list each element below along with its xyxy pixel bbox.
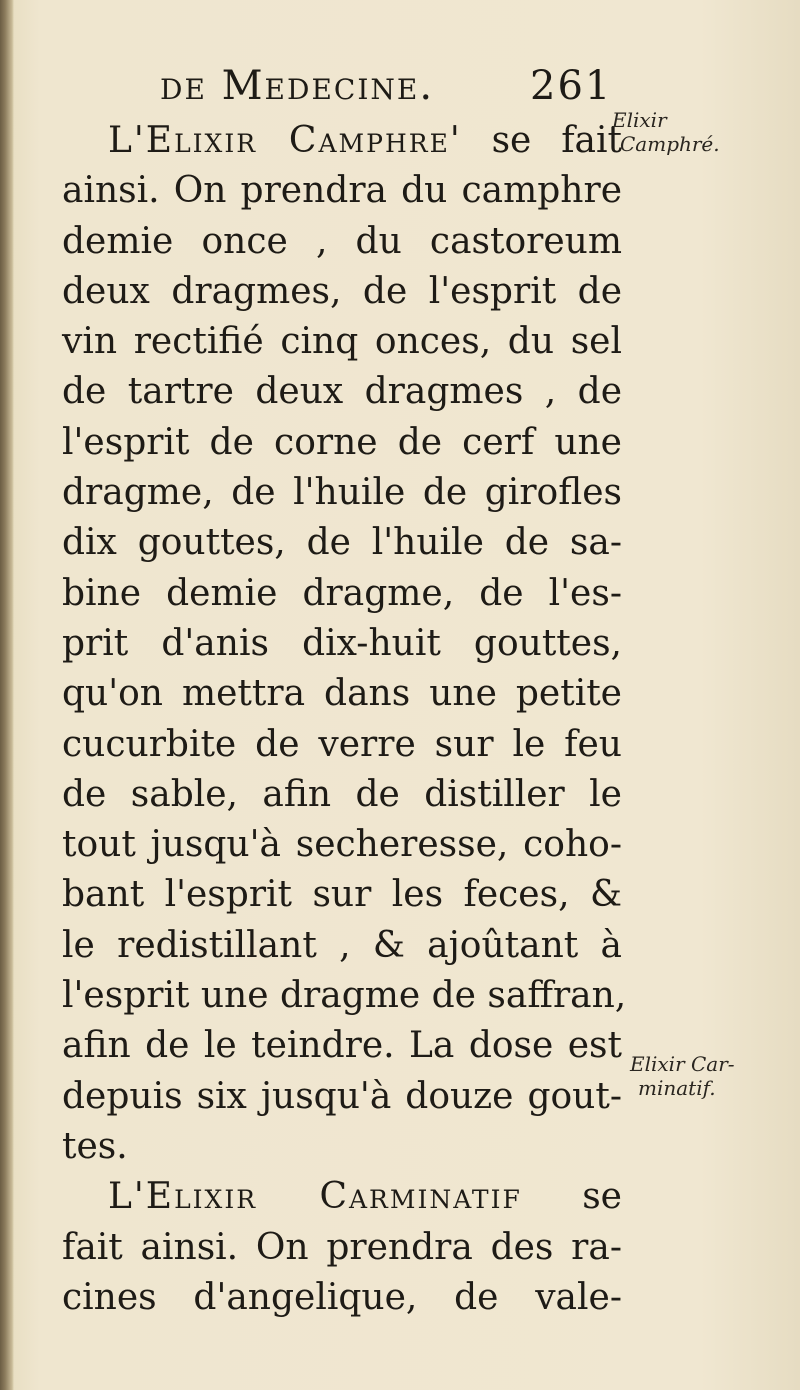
text-line: ainsi. On prendra du camphre [62,170,622,212]
text-line: qu'on mettra dans une petite [62,673,622,715]
text-line: L'Elixir Camphre' se fait [108,120,622,161]
text-line: de tartre deux dragmes , de [62,371,622,413]
running-header [160,58,613,114]
section-heading: L'Elixir Camphre' [108,120,462,161]
binding-gutter [0,0,14,1390]
text-line: le redistillant , & ajoûtant à [62,924,622,966]
text-line: bine demie dragme, de l'es- [62,572,622,614]
text-line: cucurbite de verre sur le feu [62,723,622,765]
text-line: L'Elixir Carminatif se [108,1176,622,1218]
text-line: tes. [62,1125,128,1167]
text-line: de sable, afin de distiller le [62,773,622,815]
text-line: afin de le teindre. La dose est [62,1025,622,1067]
text-line: l'esprit de corne de cerf une [62,421,622,463]
text-line: vin rectifié cinq onces, du sel [62,321,622,363]
text-line: dragme, de l'huile de girofles [62,472,622,514]
text-line: prit d'anis dix-huit gouttes, [62,622,622,664]
page-number: 261 [530,63,613,109]
text-line: bant l'esprit sur les feces, & [62,874,622,916]
text-line: l'esprit une dragme de saffran, [62,975,627,1017]
text-line: cines d'angelique, de vale- [62,1276,622,1318]
section-heading: L'Elixir Carminatif [108,1176,522,1218]
margin-note-elixir-camphre: Elixir Camphré. [612,108,720,156]
body-text [62,116,627,1323]
text-line: dix gouttes, de l'huile de sa- [62,522,622,564]
margin-note-elixir-carminatif: Elixir Car- minatif. [630,1052,735,1100]
text-line: fait ainsi. On prendra des ra- [62,1226,622,1268]
running-title: de Medecine. [160,63,435,109]
text-line: depuis six jusqu'à douze gout- [62,1075,622,1117]
text-line: tout jusqu'à secheresse, coho- [62,824,622,866]
text-line: deux dragmes, de l'esprit de [62,270,622,312]
text-line: demie once , du castoreum [62,220,622,262]
